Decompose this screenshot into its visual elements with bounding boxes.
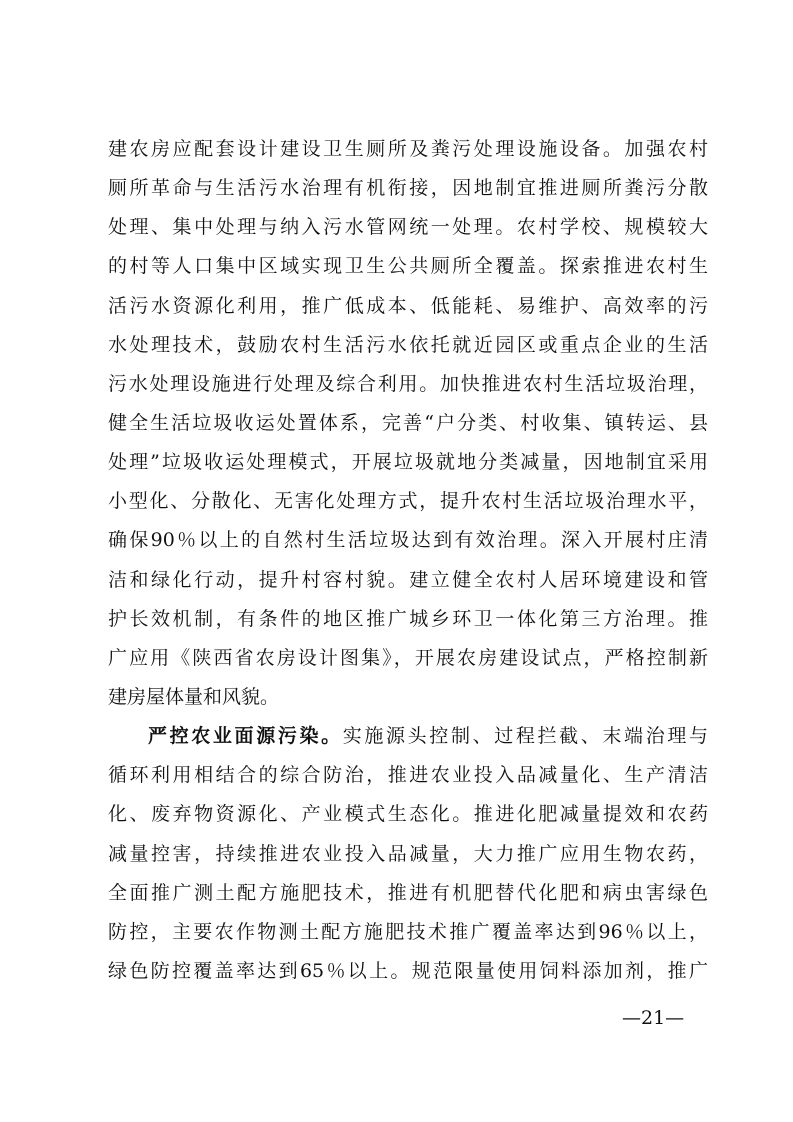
text-line: 绿色防控覆盖率达到65％以上。规范限量使用饲料添加剂，推广 — [108, 959, 708, 982]
text-line: 护长效机制，有条件的地区推广城乡环卫一体化第三方治理。推 — [108, 607, 708, 630]
text-line: 确保90％以上的自然村生活垃圾达到有效治理。深入开展村庄清 — [108, 529, 708, 552]
text-line: 建农房应配套设计建设卫生厕所及粪污处理设施设备。加强农村 — [108, 138, 708, 160]
text-line: 建房屋体量和风貌。 — [108, 685, 280, 708]
paragraph-agricultural-pollution — [108, 717, 708, 991]
text-line: 污水处理设施进行处理及综合利用。加快推进农村生活垃圾治理， — [108, 372, 708, 395]
text-line: 处理、集中处理与纳入污水管网统一处理。农村学校、规模较大 — [108, 216, 708, 239]
text-line: 处理”垃圾收运处理模式，开展垃圾就地分类减量，因地制宜采用 — [108, 451, 708, 474]
text-line: 广应用《陕西省农房设计图集》，开展农房建设试点，严格控制新 — [108, 646, 708, 669]
text-line: 减量控害，持续推进农业投入品减量，大力推广应用生物农药， — [108, 842, 708, 865]
paragraph-rural-sanitation — [108, 130, 708, 717]
text-line: 循环利用相结合的综合防治，推进农业投入品减量化、生产清洁 — [108, 764, 708, 787]
page-number: —21— — [622, 1007, 685, 1029]
text-line: 健全生活垃圾收运处置体系，完善“户分类、村收集、镇转运、县 — [108, 411, 708, 434]
text-line: 的村等人口集中区域实现卫生公共厕所全覆盖。探索推进农村生 — [108, 255, 708, 278]
text-line-rest: 实施源头控制、过程拦截、末端治理与 — [342, 725, 708, 748]
text-line: 全面推广测土配方施肥技术，推进有机肥替代化肥和病虫害绿色 — [108, 881, 708, 904]
text-line: 活污水资源化利用，推广低成本、低能耗、易维护、高效率的污 — [108, 294, 708, 317]
text-line: 小型化、分散化、无害化处理方式，提升农村生活垃圾治理水平， — [108, 490, 708, 513]
text-line: 防控，主要农作物测土配方施肥技术推广覆盖率达到96％以上， — [108, 920, 708, 943]
paragraph-first-line — [108, 717, 708, 756]
paragraph-heading: 严控农业面源污染。 — [148, 725, 343, 748]
text-line: 化、废弃物资源化、产业模式生态化。推进化肥减量提效和农药 — [108, 803, 708, 826]
text-line: 水处理技术，鼓励农村生活污水依托就近园区或重点企业的生活 — [108, 333, 708, 356]
text-line: 洁和绿化行动，提升村容村貌。建立健全农村人居环境建设和管 — [108, 568, 708, 591]
text-line: 厕所革命与生活污水治理有机衔接，因地制宜推进厕所粪污分散 — [108, 177, 708, 200]
body-text — [108, 130, 708, 991]
